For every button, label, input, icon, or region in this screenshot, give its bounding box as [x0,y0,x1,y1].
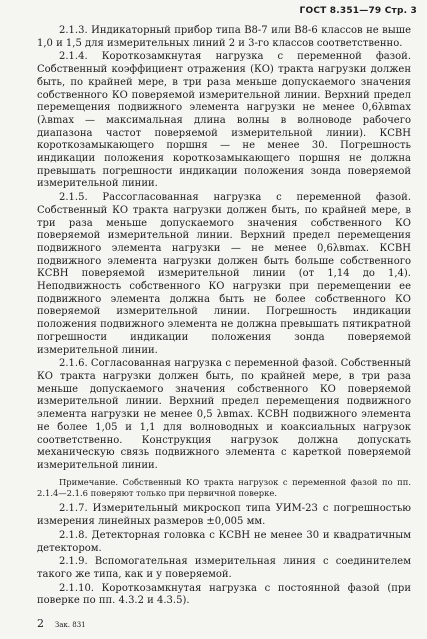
paragraph-2-1-5: 2.1.5. Рассогласованная нагрузка с переменной фазой. Собственный КО тракта нагрузки должен быть, по крайней мере, в три раза меньше допускаемого значения собственного КО поверяемой измерительной линии. Верхний предел перемещения подвижного элемента нагрузки — не менее 0,6λвmax. КСВН подвижного элемента нагрузки должен быть больше собственного КСВН поверяемой измерительной линии (от 1,14 до 1,4). Неподвижность собственного КО нагрузки при перемещении ее подвижного элемента должна быть не более собственного КО поверяемой измерительной линии. Погрешность индикации положения подвижного элемента не должна превышать пятикратной погрешности индикации положения зонда поверяемой измерительной линии. [37,192,411,356]
paragraph-2-1-10: 2.1.10. Короткозамкнутая нагрузка с постоянной фазой (при поверке по пп. 4.3.2 и 4.3.5). [37,582,411,607]
paragraph-2-1-8: 2.1.8. Детекторная головка с КСВН не менее 30 и квадратичным детектором. [37,529,411,554]
page-header: ГОСТ 8.351—79 Стр. 3 [299,6,417,16]
paragraph-2-1-6: 2.1.6. Согласованная нагрузка с переменной фазой. Собственный КО тракта нагрузки должен быть, по крайней мере, в три раза меньше допускаемого значения собственного КО поверяемой измерительной линии. Верхний предел перемещения подвижного элемента нагрузки не менее 0,5 λвmax. КСВН подвижного элемента не более 1,05 и 1,1 для волноводных и коаксиальных нагрузок соответственно. Конструкция нагрузок должна допускать механическую связь подвижного элемента с кареткой поверяемой измерительной линии. [37,358,411,471]
page-number: 2 [37,617,44,630]
paragraph-2-1-9: 2.1.9. Вспомогательная измерительная линия с соединителем такого же типа, как и у поверяемой. [37,556,411,580]
paragraph-2-1-7: 2.1.7. Измерительный микроскоп типа УИМ-23 с погрешностью измерения линейных размеров ±0,005 мм. [37,503,411,528]
print-order-mark: Зак. 831 [54,621,86,629]
paragraph-2-1-3: 2.1.3. Индикаторный прибор типа В8-7 или В8-6 классов не выше 1,0 и 1,5 для измерительных линий 2 и 3-го классов соответственно. [37,25,411,49]
document-body [37,25,411,609]
note: Примечание. Собственный КО тракта нагрузок с переменной фазой по пп. 2.1.4—2.1.6 поверяют только при первичной поверке. [37,476,411,499]
page-footer [37,617,86,630]
paragraph-2-1-4: 2.1.4. Короткозамкнутая нагрузка с переменной фазой. Собственный коэффициент отражения (КО) тракта нагрузки должен быть, по крайней мере, в три раза меньше допускаемого значения собственного КО поверяемой измерительной линии. Верхний предел перемещения подвижного элемента нагрузки не менее 0,6λвmax (λвmax — максимальная длина волны в волноводе рабочего диапазона частот поверяемой измерительной линии). КСВН короткозамыкающего поршня — не менее 30. Погрешность индикации положения короткозамыкающего поршня не должна превышать погрешности индикации положения зонда поверяемой измерительной линии. [37,51,411,190]
